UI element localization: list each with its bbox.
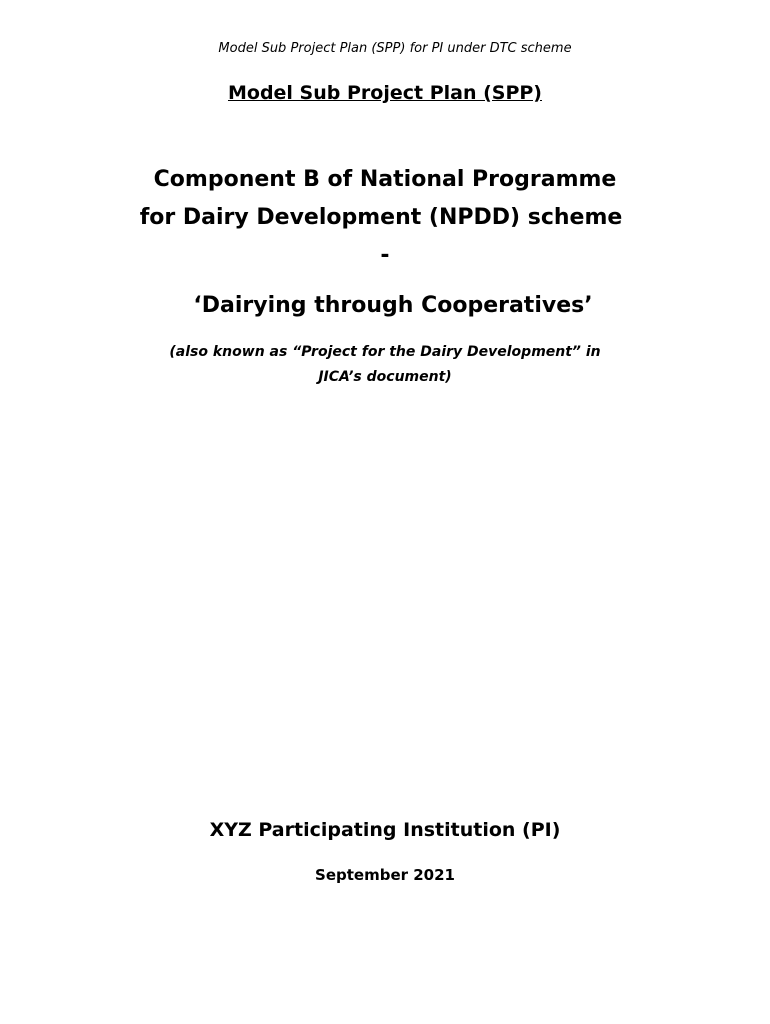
institution-name: XYZ Participating Institution (PI) [209,819,561,841]
component-line-1: Component B of National Programme [153,167,617,192]
document-date: September 2021 [315,866,455,884]
component-separator: - [380,243,390,268]
also-known-as-line-1: (also known as “Project for the Dairy Development” in [169,344,601,360]
also-known-as-line-2: JICA’s document) [318,369,452,385]
scheme-name: ‘Dairying through Cooperatives’ [193,293,593,318]
running-header: Model Sub Project Plan (SPP) for PI under DTC scheme [218,41,572,56]
component-line-2: for Dairy Development (NPDD) scheme [139,205,623,230]
document-title: Model Sub Project Plan (SPP) [227,82,542,104]
